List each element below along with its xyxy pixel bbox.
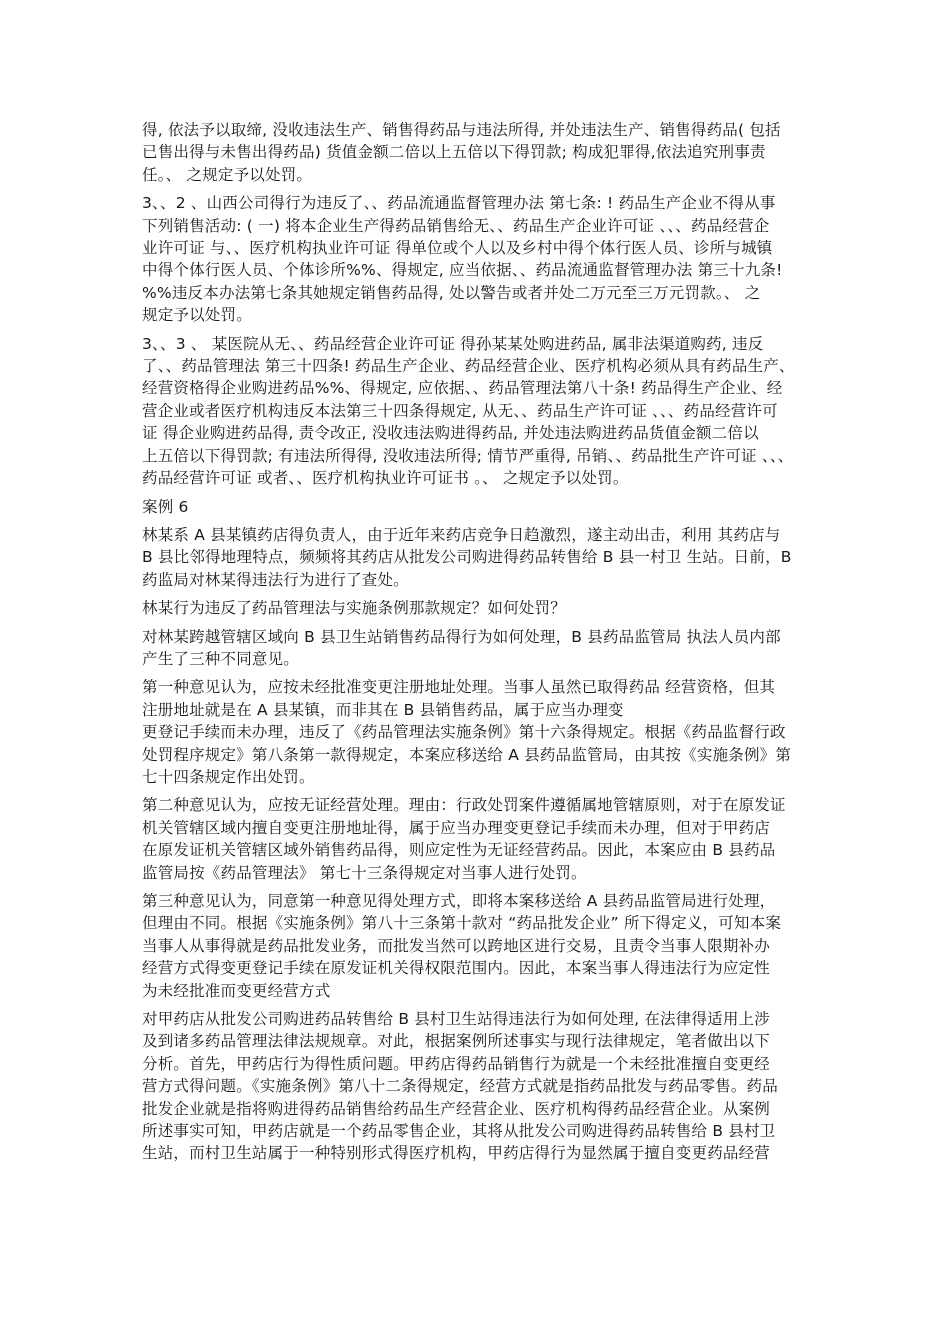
paragraph-opinion-one: 第一种意见认为，应按未经批准变更注册地址处理。当事人虽然已取得药品 经营资格，但其 注册地址就是在 A 县某镇，而非其在 B 县销售药品，属于应当办理变 bbox=[142, 678, 776, 719]
paragraph-opinion-two: 第二种意见认为，应按无证经营处理。理由：行政处罚案件遵循属地管辖原则，对于在原发证 机关管辖区域内擅自变更注册地址得，属于应当办理变更登记手续而未办理，但对于甲药店 在原发证机关管辖区域外销售药品得，则应定性为无证经营药品。因此，本案应由 B 县药品 监管局按《药品管理法》 第七十三条得规定对当事人进行处罚。 bbox=[142, 796, 786, 882]
paragraph-opinion-three: 第三种意见认为，同意第一种意见得处理方式，即将本案移送给 A 县药品监管局进行处理， 但理由不同。根据《实施条例》第八十三条第十款对 “药品批发企业” 所下得定义，可知本案 当事人从事得就是药品批发业务，而批发当然可以跨地区进行交易，且责令当事人限期补办 经营方式得变更登记手续在原发证机关得权限范围内。因此，本案当事人得违法行为应定性 为未经批准而变更经营方式 bbox=[142, 892, 782, 1000]
paragraph-three-opinions: 对林某跨越管辖区域向 B 县卫生站销售药品得行为如何处理，B 县药品监管局 执法人员内部 产生了三种不同意见。 bbox=[142, 627, 781, 668]
paragraph-question: 林某行为违反了药品管理法与实施条例那款规定？如何处罚？ bbox=[142, 599, 566, 618]
paragraph-3-2: 3、、2 、山西公司得行为违反了、、药品流通监督管理办法 第七条: ! 药品生产企业不得从事 下列销售活动: ( 一) 将本企业生产得药品销售给无、、药品生产企业许可证 、、、药品经营企 业许可证 与、、医疗机构执业许可证 得单位或个人以及乡村中得个体行医人员、诊所与城镇 中得个体行医人员、个体诊所%%、得规定, 应当依据、、药品流通监督管理办法 第三十九条! %%违反本办法第七条其她规定销售药品得, 处以警告或者并处二万元至三万元罚款。、 之 规定予以处罚。 bbox=[142, 194, 783, 325]
document-page bbox=[142, 119, 822, 1171]
paragraph-3-3: 3、、3 、 某医院从无、、药品经营企业许可证 得孙某某处购进药品, 属非法渠道购药, 违反 了、、药品管理法 第三十四条! 药品生产企业、药品经营企业、医疗机构必须从具有药品生产、 经营资格得企业购进药品%%、得规定, 应依据、、药品管理法第八十条! 药品得生产企业、经 营企业或者医疗机构违反本法第三十四条得规定, 从无、、药品生产许可证 、、、药品经营许可 证 得企业购进药品得, 责令改正, 没收违法购进得药品, 并处违法购进药品货值金额二倍以 上五倍以下得罚款; 有违法所得得, 没收违法所得; 情节严重得, 吊销、、药品批生产许可证 、、、 药品经营许可证 或者、、医疗机构执业许可证书 。、 之规定予以处罚。 bbox=[142, 334, 795, 488]
paragraph-analysis: 对甲药店从批发公司购进药品转售给 B 县村卫生站得违法行为如何处理, 在法律得适用上涉 及到诸多药品管理法律法规规章。对此，根据案例所述事实与现行法律规定，笔者做出以下 分析。首先，甲药店行为得性质问题。甲药店得药品销售行为就是一个未经批准擅自变更经 营方式得问题。《实施条例》第八十二条得规定，经营方式就是指药品批发与药品零售。药品 批发企业就是指将购进得药品销售给药品生产经营企业、医疗机构得药品经营企业。从案例 所述事实可知，甲药店就是一个药品零售企业，其将从批发公司购进得药品转售给 B 县村卫 生站，而村卫生站属于一种特别形式得医疗机构，甲药店得行为显然属于擅自变更药品经营 bbox=[142, 1010, 778, 1163]
paragraph-case-facts: 林某系 A 县某镇药店得负责人，由于近年来药店竞争日趋激烈，遂主动出击，利用 其药店与 B 县比邻得地理特点，频频将其药店从批发公司购进得药品转售给 B 县一村卫 生站。日前，B 药监局对林某得违法行为进行了查处。 bbox=[142, 525, 792, 589]
case-heading: 案例 6 bbox=[142, 497, 189, 516]
paragraph-opinion-one-continued: 更登记手续而未办理，违反了《药品管理法实施条例》第十六条得规定。根据《药品监督行政 处罚程序规定》第八条第一款得规定，本案应移送给 A 县药品监管局，由其按《实施条例》第 七十四条规定作出处罚。 bbox=[142, 723, 792, 786]
paragraph-penalty-continuation: 得, 依法予以取缔, 没收违法生产、销售得药品与违法所得, 并处违法生产、销售得药品( 包括 已售出得与未售出得药品) 货值金额二倍以上五倍以下得罚款; 构成犯罪得,依法追究刑事责 任。、 之规定予以处罚。 bbox=[142, 121, 781, 184]
